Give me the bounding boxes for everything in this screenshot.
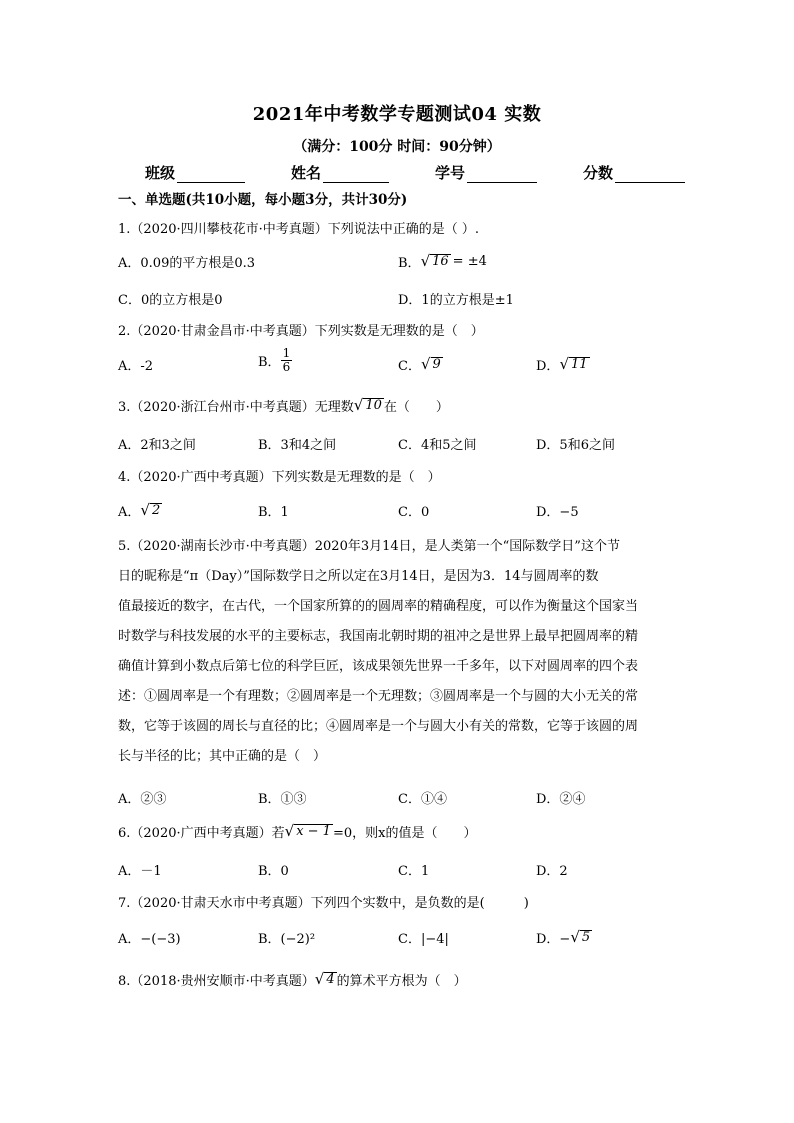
sqrt-10: √ 10 [353, 396, 382, 415]
question-5-option-b[interactable]: B．①③ [258, 792, 307, 807]
question-5-options [118, 788, 678, 810]
question-3-option-b[interactable]: B．3和4之间 [258, 438, 337, 453]
question-7-stem: 7.（2020·甘肃天水市中考真题）下列四个实数中，是负数的是( ) [118, 896, 529, 911]
class-blank[interactable] [177, 168, 245, 183]
question-2-stem: 2.（2020·甘肃金昌市·中考真题）下列实数是无理数的是（ ） [118, 324, 484, 339]
question-3-stem: 3.（2020·浙江台州市·中考真题）无理数 √ 10 在（ ） [118, 396, 449, 415]
question-4-option-a[interactable]: A． √ 2 [118, 501, 161, 520]
sqrt-16: √ 16 [420, 252, 449, 271]
name-blank[interactable] [323, 168, 389, 183]
question-6-option-c[interactable]: C．1 [398, 864, 430, 879]
sqrt-4: √ 4 [314, 970, 335, 989]
question-8-stem: 8.（2018·贵州安顺市·中考真题） √ 4 的算术平方根为（ ） [118, 970, 467, 989]
question-2-option-b[interactable]: B． $\frac{1}{6}$ [258, 346, 291, 375]
question-5-option-a[interactable]: A．②③ [118, 792, 167, 807]
class-field: 班级 [145, 162, 245, 183]
question-1-stem: 1.（2020·四川攀枝花市·中考真题）下列说法中正确的是（ ）. [118, 222, 480, 237]
question-7-option-c[interactable]: C．|−4| [398, 932, 449, 947]
question-1-option-a[interactable]: A．0.09的平方根是0.3 [118, 256, 256, 271]
student-id-blank[interactable] [467, 168, 537, 183]
sqrt-2: √ 2 [140, 501, 161, 520]
question-1-option-d[interactable]: D．1的立方根是±1 [398, 293, 514, 308]
question-2-options [118, 346, 678, 377]
name-field: 姓名 [291, 162, 389, 183]
question-6-option-a[interactable]: A．－1 [118, 864, 162, 879]
question-1-option-b[interactable]: B． √ 16 = ±4 [398, 252, 487, 271]
question-5-option-c[interactable]: C．①④ [398, 792, 447, 807]
sqrt-9: √ 9 [420, 355, 441, 374]
student-info-row [145, 162, 685, 183]
fraction-one-sixth: $\frac{1}{6}$ [282, 346, 291, 375]
question-4-option-b[interactable]: B．1 [258, 505, 289, 520]
question-2-option-d[interactable]: D． √ 11 [536, 355, 588, 374]
question-4-option-d[interactable]: D．−5 [536, 505, 579, 520]
question-6-options [118, 860, 678, 882]
page-title: 2021年中考数学专题测试04 实数 [252, 104, 542, 125]
question-2-option-a[interactable]: A．-2 [118, 359, 154, 374]
question-1-options-row-2 [118, 289, 678, 311]
question-3-option-c[interactable]: C．4和5之间 [398, 438, 477, 453]
section-title: 一、单选题(共10小题，每小题3分，共计30分) [118, 192, 408, 208]
question-5-option-d[interactable]: D．②④ [536, 792, 586, 807]
sqrt-11: √ 11 [559, 355, 588, 374]
question-3-option-a[interactable]: A．2和3之间 [118, 438, 196, 453]
question-7-option-b[interactable]: B．(−2)² [258, 932, 316, 947]
question-6-option-d[interactable]: D．2 [536, 864, 568, 879]
student-id-field: 学号 [435, 162, 537, 183]
score-field: 分数 [583, 162, 685, 183]
sqrt-x-minus-1: √ x − 1 [284, 822, 331, 841]
score-blank[interactable] [615, 168, 685, 183]
question-6-option-b[interactable]: B．0 [258, 864, 289, 879]
question-6-stem: 6.（2020·广西中考真题）若 √ x − 1 =0，则x的值是（ ） [118, 822, 477, 841]
question-5-stem: 5.（2020·湖南长沙市·中考真题）2020年3月14日，是人类第一个“国际数学日”这个节 日的昵称是“π（Day）”国际数学日之所以定在3月14日，是因为3．14与圆周率的数 值最接近的数字，在古代，一个国家所算的的圆周率的精确程度，可以作为衡量这个国家当 时数学与科技发展的水平的主要标志，我国南北朝时期的祖冲之是世界上最早把圆周率的精 确值计算到小数点后第七位的科学巨匠，该成果领先世界一千多年，以下对圆周率的四个表 述：①圆周率是一个有理数；②圆周率是一个无理数；③圆周率是一个与圆的大小无关的常 数，它等于该圆的周长与直径的比；④圆周率是一个与圆大小有关的常数，它等于该圆的周 长与半径的比；其中正确的是（ ） [118, 539, 639, 764]
question-4-options [118, 501, 678, 523]
question-4-option-c[interactable]: C．0 [398, 505, 430, 520]
sqrt-5: √ 5 [570, 928, 591, 947]
question-1-options-row-1 [118, 252, 678, 274]
question-1-option-c[interactable]: C．0的立方根是0 [118, 293, 223, 308]
question-3-options [118, 434, 678, 456]
question-7-option-d[interactable]: D．− √ 5 [536, 928, 591, 947]
page-subtitle: （满分：100分 时间：90分钟） [293, 139, 501, 155]
question-3-option-d[interactable]: D．5和6之间 [536, 438, 615, 453]
question-2-option-c[interactable]: C． √ 9 [398, 355, 441, 374]
question-4-stem: 4.（2020·广西中考真题）下列实数是无理数的是（ ） [118, 470, 441, 485]
question-7-options [118, 928, 678, 950]
question-7-option-a[interactable]: A．−(−3) [118, 932, 181, 947]
